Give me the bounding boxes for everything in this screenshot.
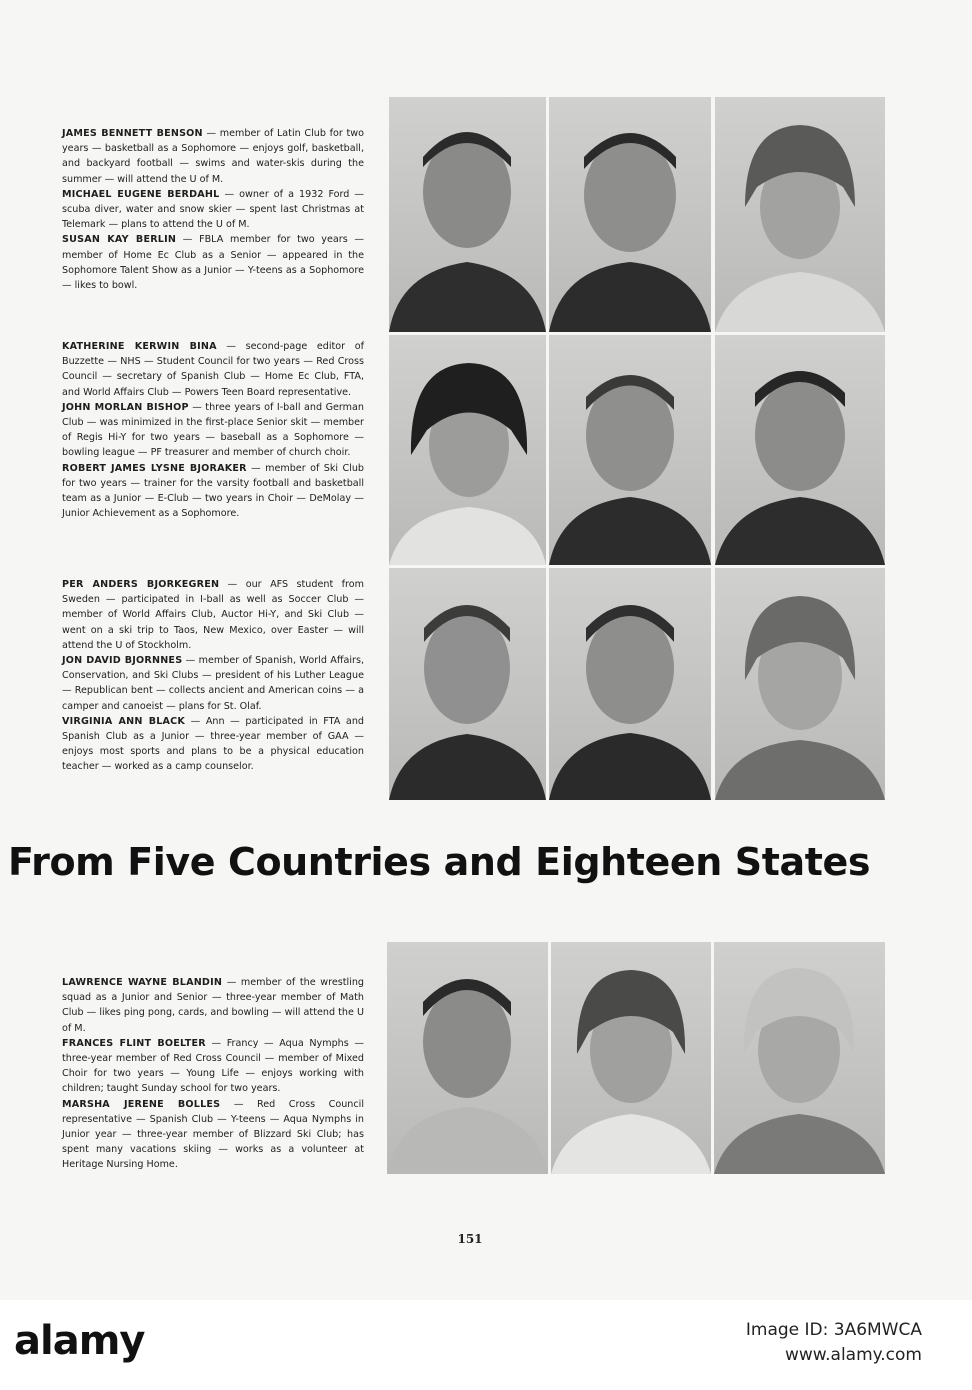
student-portrait-photo bbox=[387, 942, 548, 1174]
student-name: ROBERT JAMES LYSNE BJORAKER bbox=[62, 462, 247, 474]
student-name: FRANCES FLINT BOELTER bbox=[62, 1037, 206, 1049]
bio-entry bbox=[62, 232, 364, 293]
portrait-silhouette-icon bbox=[389, 568, 546, 800]
brand-logo-text: alamy bbox=[14, 1318, 145, 1364]
student-bio: — three years of I-ball and German Club — was minimized in the first-place Senior skit — member of Regis Hi-Y for two years — baseball as a Sophomore — bowling league — PF treasurer and member of church choir. bbox=[62, 401, 364, 459]
student-name: KATHERINE KERWIN BINA bbox=[62, 341, 217, 352]
student-bio: — owner of a 1932 Ford — scuba diver, water and snow skier — spent last Christmas at Telemark — plans to attend the U of M. bbox=[62, 188, 364, 231]
student-name: MARSHA JERENE BOLLES bbox=[62, 1098, 221, 1110]
brand-logo bbox=[14, 1318, 144, 1364]
portrait-silhouette-icon bbox=[389, 97, 546, 332]
student-portrait-photo bbox=[715, 335, 885, 565]
student-bio: — Red Cross Council representative — Spanish Club — Y-teens — Aqua Nymphs in Junior year — three-year member of Blizzard Ski Club; has spent many vacations skiing — works as a volunteer at Heritage Nursing Home. bbox=[62, 1098, 364, 1171]
section-headline: From Five Countries and Eighteen States bbox=[8, 840, 871, 884]
student-name: JON DAVID BJORNNES bbox=[62, 655, 183, 667]
bio-entry bbox=[62, 653, 364, 714]
portrait-silhouette-icon bbox=[715, 335, 885, 565]
student-name: PER ANDERS BJORKEGREN bbox=[62, 579, 220, 590]
senior-bio-block-1 bbox=[62, 126, 364, 293]
portrait-silhouette-icon bbox=[715, 568, 885, 800]
portrait-silhouette-icon bbox=[549, 568, 711, 800]
student-name: VIRGINIA ANN BLACK bbox=[62, 715, 186, 727]
page-number: 151 bbox=[457, 1232, 483, 1246]
student-portrait-photo bbox=[715, 97, 885, 332]
student-bio: — Ann — participated in FTA and Spanish Club as a Junior — three-year member of GAA — enjoys most sports and plans to be a physical education teacher — worked as a camp counselor. bbox=[62, 715, 364, 773]
student-bio: — member of Latin Club for two years — basketball as a Sophomore — enjoys golf, basketball, and backyard football — swims and water-skis during the summer — will attend the U of M. bbox=[62, 128, 365, 185]
portrait-silhouette-icon bbox=[551, 942, 711, 1174]
portrait-silhouette-icon bbox=[387, 942, 548, 1174]
student-bio: — member of Spanish, World Affairs, Conservation, and Ski Clubs — president of his Luther League — Republican bent — collects ancient and American coins — a camper and canoeist — plans for St. Olaf. bbox=[62, 655, 364, 712]
bio-entry bbox=[62, 339, 364, 400]
bio-entry bbox=[62, 1036, 364, 1097]
student-name: JAMES BENNETT BENSON bbox=[62, 128, 203, 139]
student-name: SUSAN KAY BERLIN bbox=[62, 234, 177, 246]
senior-bio-block-2 bbox=[62, 339, 364, 521]
site-url-link[interactable]: www.alamy.com bbox=[784, 1345, 922, 1365]
student-portrait-photo bbox=[549, 97, 711, 332]
bio-entry bbox=[62, 400, 364, 461]
portrait-silhouette-icon bbox=[549, 335, 711, 565]
bio-entry bbox=[62, 187, 364, 233]
senior-bio-block-4 bbox=[62, 975, 364, 1173]
student-portrait-photo bbox=[389, 335, 546, 565]
student-bio: — Francy — Aqua Nymphs — three-year member of Red Cross Council — member of Mixed Choir for two years — Young Life — enjoys working with children; taught Sunday school for two years. bbox=[62, 1037, 364, 1095]
student-bio: — member of the wrestling squad as a Junior and Senior — three-year member of Math Club — likes ping pong, cards, and bowling — will attend the U of M. bbox=[62, 977, 365, 1034]
portrait-silhouette-icon bbox=[715, 97, 885, 332]
student-portrait-photo bbox=[551, 942, 711, 1174]
senior-bio-block-3 bbox=[62, 577, 364, 775]
student-bio: — second-page editor of Buzzette — NHS — Student Council for two years — Red Cross Council — secretary of Spanish Club — Home Ec Club, FTA, and World Affairs Club — Powers Teen Board representative. bbox=[62, 341, 364, 398]
bio-entry bbox=[62, 461, 364, 522]
portrait-silhouette-icon bbox=[549, 97, 711, 332]
bio-entry bbox=[62, 975, 364, 1036]
student-bio: — FBLA member for two years — member of Home Ec Club as a Senior — appeared in the Sophomore Talent Show as a Junior — Y-teens as a Sophomore — likes to bowl. bbox=[62, 234, 364, 292]
portrait-silhouette-icon bbox=[714, 942, 885, 1174]
student-name: MICHAEL EUGENE BERDAHL bbox=[62, 188, 220, 200]
student-portrait-photo bbox=[549, 568, 711, 800]
student-bio: — our AFS student from Sweden — participated in I-ball as well as Soccer Club — member of World Affairs Club, Auctor Hi-Y, and Ski Club — went on a ski trip to Taos, New Mexico, over Easter — will attend the U of Stockholm. bbox=[62, 579, 364, 651]
student-bio: — member of Ski Club for two years — trainer for the varsity football and basketball team as a Junior — E-Club — two years in Choir — DeMolay — Junior Achievement as a Sophomore. bbox=[62, 462, 364, 520]
student-name: JOHN MORLAN BISHOP bbox=[62, 401, 189, 413]
bio-entry bbox=[62, 126, 364, 187]
student-portrait-photo bbox=[549, 335, 711, 565]
portrait-silhouette-icon bbox=[389, 335, 546, 565]
student-name: LAWRENCE WAYNE BLANDIN bbox=[62, 977, 223, 988]
image-id-label: Image ID: 3A6MWCA bbox=[745, 1320, 922, 1340]
student-portrait-photo bbox=[389, 97, 546, 332]
student-portrait-photo bbox=[389, 568, 546, 800]
student-portrait-photo bbox=[715, 568, 885, 800]
bio-entry bbox=[62, 714, 364, 775]
bio-entry bbox=[62, 1097, 364, 1173]
student-portrait-photo bbox=[714, 942, 885, 1174]
bio-entry bbox=[62, 577, 364, 653]
